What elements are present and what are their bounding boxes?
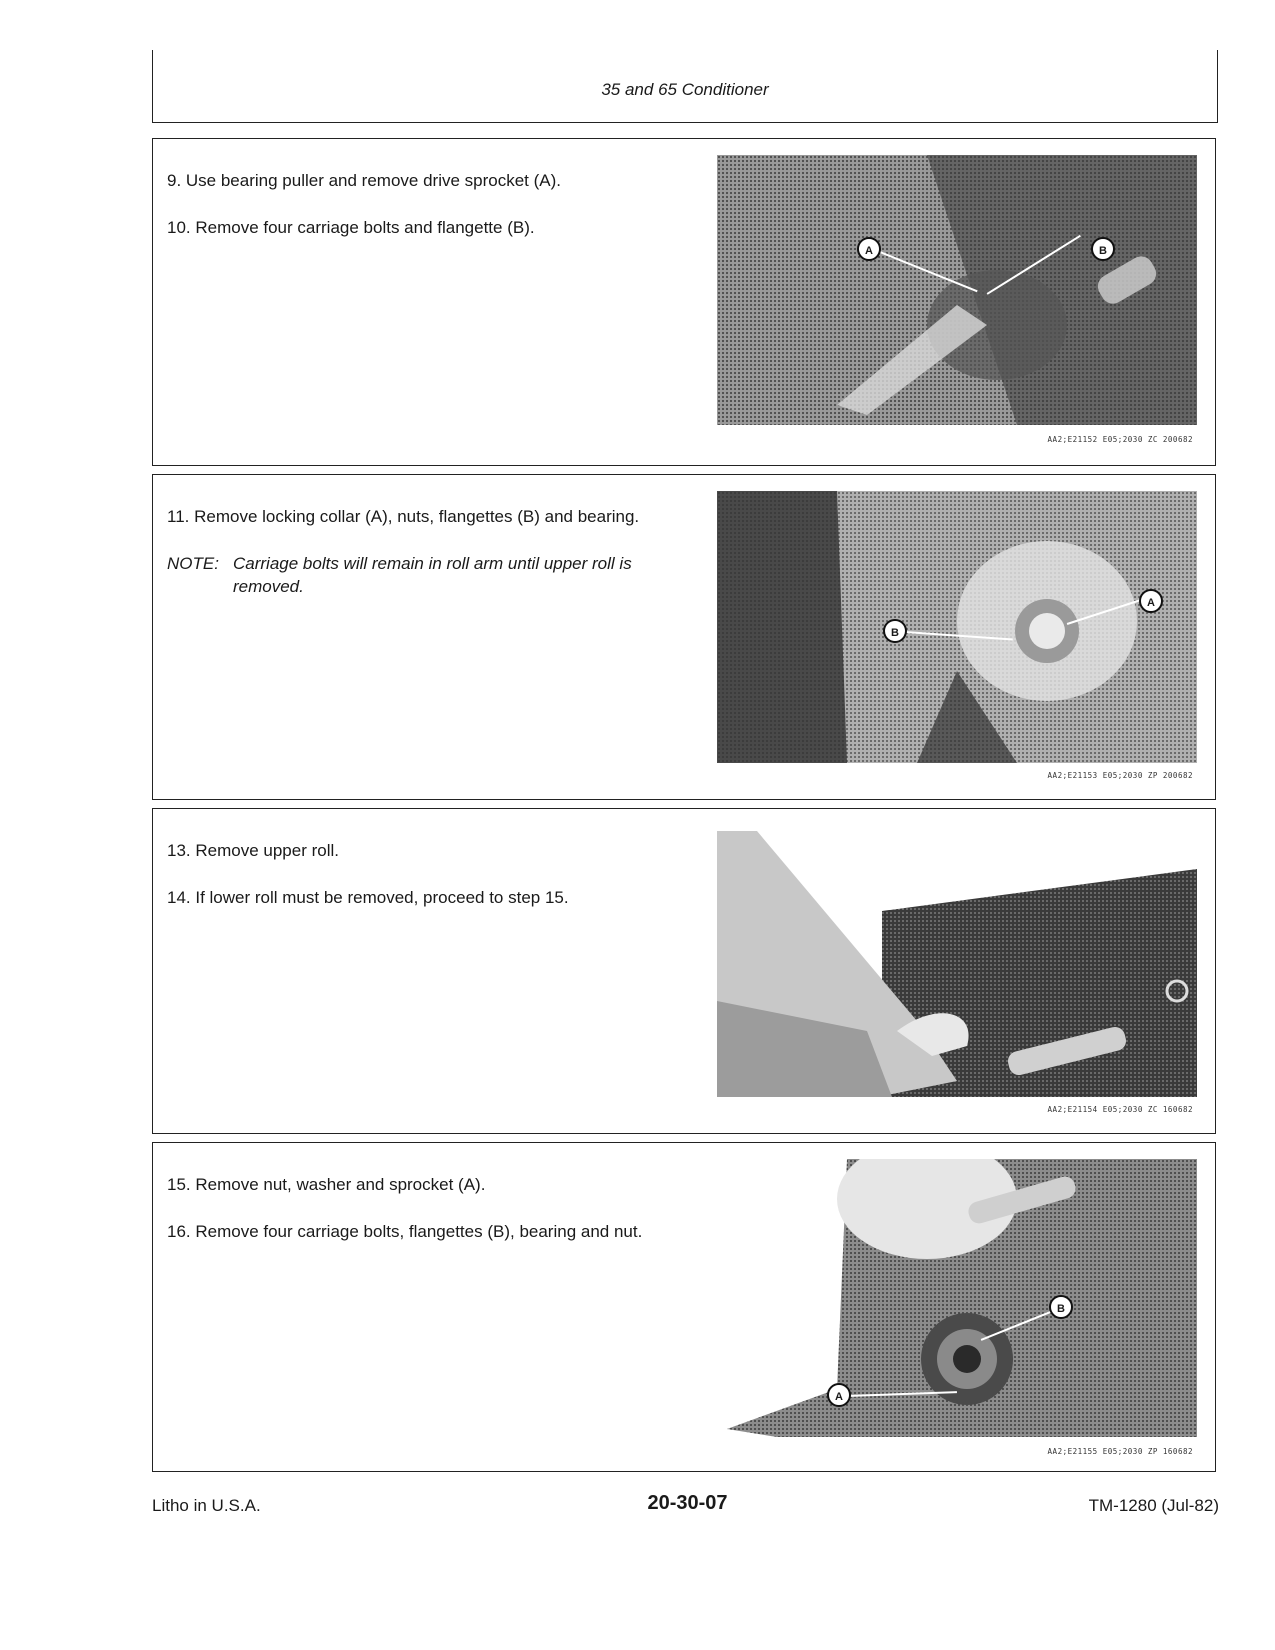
step-item: 13. Remove upper roll. (167, 841, 339, 860)
note-text: Carriage bolts will remain in roll arm until upper roll is removed. (233, 554, 632, 596)
manual-id: TM-1280 (Jul-82) (1088, 1496, 1219, 1515)
photo-sprocket-flangette (717, 155, 1197, 425)
page-header (152, 50, 1218, 123)
step-item: 9. Use bearing puller and remove drive sprocket (A). (167, 171, 562, 190)
photo-lower-sprocket (717, 1159, 1197, 1437)
photo-illustration (717, 155, 1197, 425)
step-item: 10. Remove four carriage bolts and flangette (B). (167, 218, 535, 237)
step-panel-1 (152, 138, 1216, 466)
figure-code: AA2;E21155 E05;2030 ZP 160682 (1047, 1447, 1193, 1456)
photo-illustration (717, 831, 1197, 1097)
photo-illustration (717, 1159, 1197, 1437)
callout-b: B (1049, 1295, 1073, 1319)
photo-locking-collar (717, 491, 1197, 763)
figure-code: AA2;E21154 E05;2030 ZC 160682 (1047, 1105, 1193, 1114)
photo-upper-roll (717, 831, 1197, 1097)
step-panel-3 (152, 808, 1216, 1134)
callout-b: B (1091, 237, 1115, 261)
photo-illustration (717, 491, 1197, 763)
footer-printing-note: Litho in U.S.A. (152, 1496, 261, 1515)
step-list (167, 169, 697, 263)
figure-code: AA2;E21152 E05;2030 ZC 200682 (1047, 435, 1193, 444)
note-label: NOTE: (167, 554, 219, 573)
step-panel-2 (152, 474, 1216, 800)
step-list (167, 839, 697, 933)
note (167, 552, 697, 598)
page-title: 35 and 65 Conditioner (601, 80, 769, 99)
step-list (167, 505, 697, 598)
callout-a: A (857, 237, 881, 261)
step-item: 16. Remove four carriage bolts, flangettes (B), bearing and nut. (167, 1222, 643, 1241)
figure-code: AA2;E21153 E05;2030 ZP 200682 (1047, 771, 1193, 780)
callout-b: B (883, 619, 907, 643)
step-item: 14. If lower roll must be removed, proceed to step 15. (167, 888, 569, 907)
step-item: 15. Remove nut, washer and sprocket (A). (167, 1175, 486, 1194)
page-number: 20-30-07 (647, 1492, 728, 1514)
callout-a: A (827, 1383, 851, 1407)
callout-a: A (1139, 589, 1163, 613)
step-list (167, 1173, 697, 1267)
step-panel-4 (152, 1142, 1216, 1472)
step-item: 11. Remove locking collar (A), nuts, flangettes (B) and bearing. (167, 507, 640, 526)
